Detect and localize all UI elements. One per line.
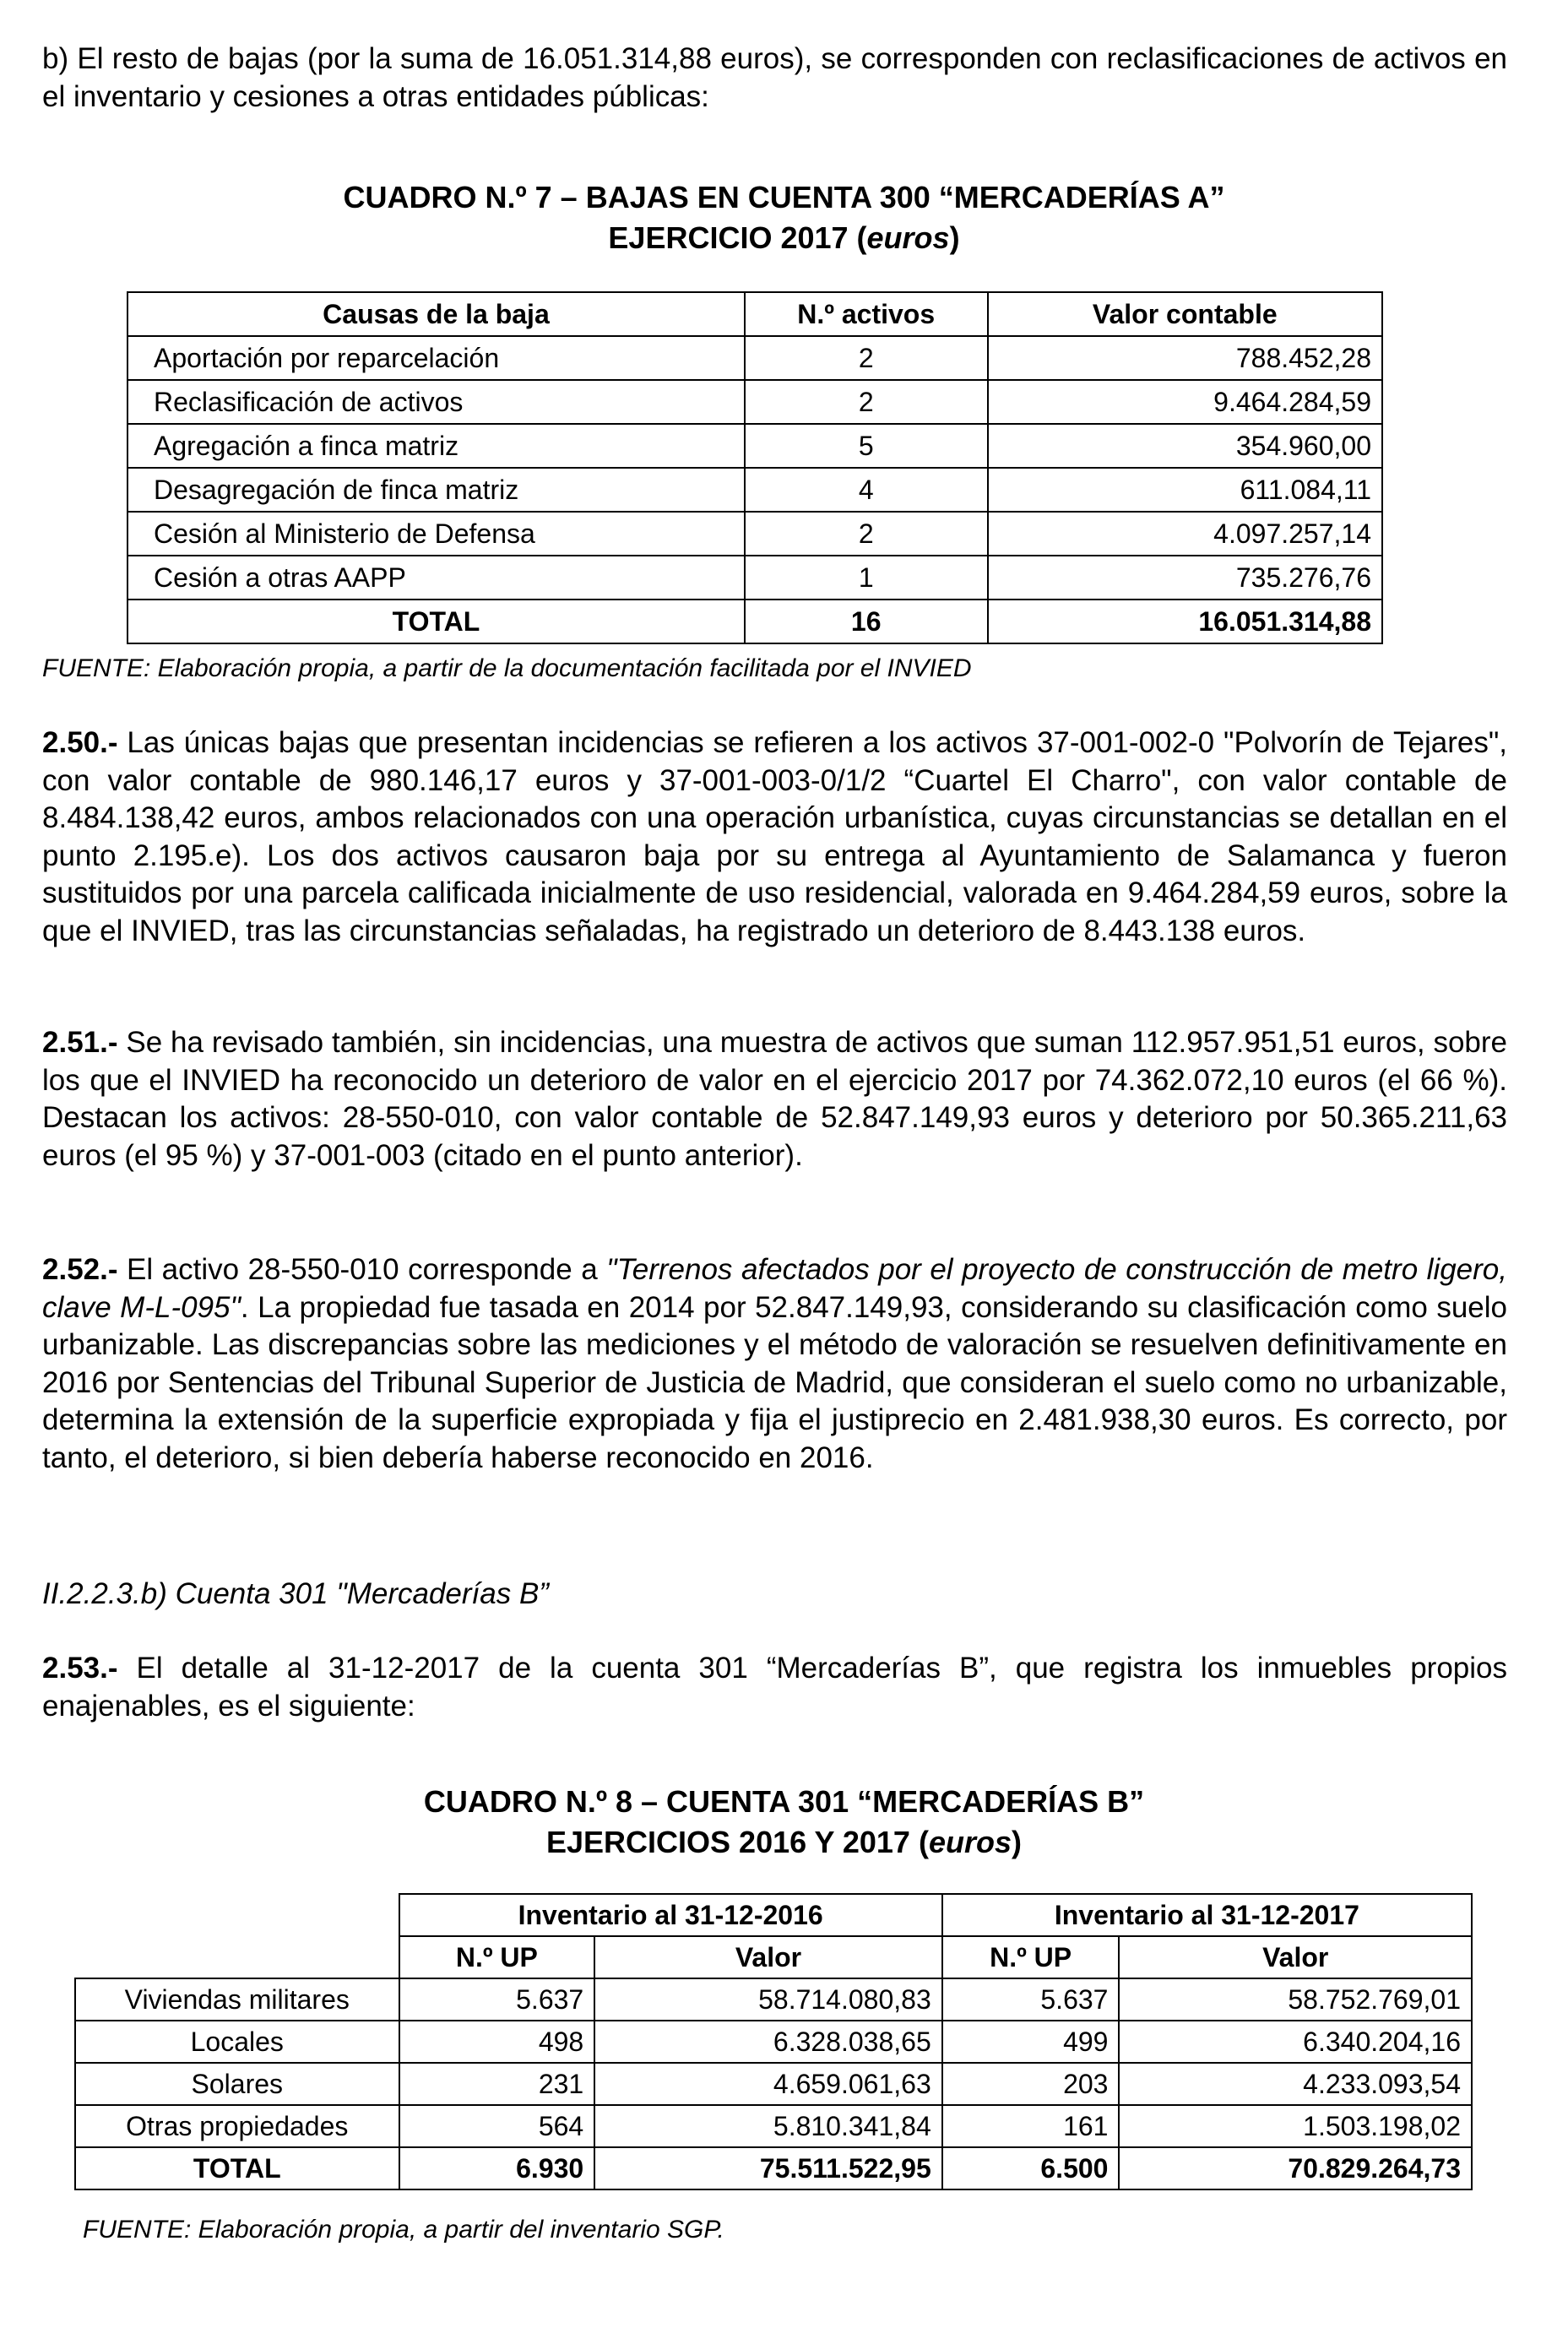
cell-up-2016: 564 [399, 2105, 595, 2147]
table-group-header-row [75, 1894, 1472, 1936]
cell-count: 4 [745, 468, 988, 512]
cell-up-2017: 499 [942, 2021, 1120, 2063]
blank-cell [75, 1894, 399, 1936]
section-heading: II.2.2.3.b) Cuenta 301 "Mercaderías B” [42, 1577, 549, 1610]
column-header: Causas de la baja [128, 292, 745, 336]
column-header: Valor contable [988, 292, 1382, 336]
cuadro8-title-line1: CUADRO N.º 8 – CUENTA 301 “MERCADERÍAS B” [423, 1784, 1145, 1819]
cell-count: 2 [745, 512, 988, 556]
cuadro7-title-line1: CUADRO N.º 7 – BAJAS EN CUENTA 300 “MERCADERÍAS A” [343, 180, 1225, 214]
paragraph-2-51: 2.51.- Se ha revisado también, sin incidencias, una muestra de activos que suman 112.957.951,51 euros, sobre los que el INVIED ha reconocido un deterioro de valor en el ejercicio 2017 por 74.362.072,10 euros (el 66 %). Destacan los activos: 28-550-010, con valor contable de 52.847.149,93 euros y deterioro por 50.365.211,63 euros (el 95 %) y 37-001-003 (citado en el punto anterior). [42, 1026, 1507, 1172]
column-header: Valor [1119, 1936, 1472, 1978]
cell-up-2016: 498 [399, 2021, 595, 2063]
paragraph-2-50: 2.50.- Las únicas bajas que presentan incidencias se refieren a los activos 37-001-002-0 "Polvorín de Tejares", con valor contable de 980.146,17 euros y 37-001-003-0/1/2 “Cuartel El Charro", con valor contable de 8.484.138,42 euros, ambos relacionados con una operación urbanística, cuyas circunstancias se detallan en el punto 2.195.e). Los dos activos causaron baja por su entrega al Ayuntamiento de Salamanca y fueron sustituidos por una parcela calificada inicialmente de uso residencial, valorada en 9.464.284,59 euros, sobre la que el INVIED, tras las circunstancias señaladas, ha registrado un deterioro de 8.443.138 euros. [42, 726, 1507, 947]
cell-value-2016: 4.659.061,63 [594, 2063, 942, 2105]
cuadro8-title-line2: EJERCICIOS 2016 Y 2017 (euros) [546, 1825, 1022, 1859]
group-header-2016: Inventario al 31-12-2016 [399, 1894, 942, 1936]
cuadro7-table [127, 291, 1383, 644]
cell-value: 9.464.284,59 [988, 380, 1382, 424]
cell-up-2016: 5.637 [399, 1978, 595, 2021]
table-total-row [128, 600, 1382, 643]
cell-count: 1 [745, 556, 988, 600]
cell-up-2017: 161 [942, 2105, 1120, 2147]
cell-total-value-2016: 75.511.522,95 [594, 2147, 942, 2189]
table-row [75, 2063, 1472, 2105]
cell-value-2017: 6.340.204,16 [1119, 2021, 1472, 2063]
table-row [128, 556, 1382, 600]
column-header: N.º UP [942, 1936, 1120, 1978]
cell-cause: Desagregación de finca matriz [128, 468, 745, 512]
column-header: N.º UP [399, 1936, 595, 1978]
cell-value-2017: 4.233.093,54 [1119, 2063, 1472, 2105]
cell-value: 611.084,11 [988, 468, 1382, 512]
intro-paragraph: b) El resto de bajas (por la suma de 16.051.314,88 euros), se corresponden con reclasificaciones de activos en el inventario y cesiones a otras entidades públicas: [42, 42, 1507, 113]
cell-category: Viviendas militares [75, 1978, 399, 2021]
cell-up-2017: 5.637 [942, 1978, 1120, 2021]
cell-cause: Aportación por reparcelación [128, 336, 745, 380]
cell-cause: Agregación a finca matriz [128, 424, 745, 468]
cell-up-2016: 231 [399, 2063, 595, 2105]
cell-category: Solares [75, 2063, 399, 2105]
cell-count: 5 [745, 424, 988, 468]
cuadro8-source: FUENTE: Elaboración propia, a partir del inventario SGP. [83, 2216, 724, 2244]
column-header: Valor [594, 1936, 942, 1978]
paragraph-2-53: 2.53.- El detalle al 31-12-2017 de la cuenta 301 “Mercaderías B”, que registra los inmuebles propios enajenables, es el siguiente: [42, 1652, 1507, 1723]
blank-cell [75, 1936, 399, 1978]
cell-up-2017: 203 [942, 2063, 1120, 2105]
cell-cause: Cesión a otras AAPP [128, 556, 745, 600]
cell-value-2017: 1.503.198,02 [1119, 2105, 1472, 2147]
cell-total-label: TOTAL [128, 600, 745, 643]
group-header-2017: Inventario al 31-12-2017 [942, 1894, 1472, 1936]
cell-value: 4.097.257,14 [988, 512, 1382, 556]
cell-count: 2 [745, 336, 988, 380]
cell-cause: Reclasificación de activos [128, 380, 745, 424]
cell-category: Otras propiedades [75, 2105, 399, 2147]
table-row [128, 336, 1382, 380]
cell-value-2016: 6.328.038,65 [594, 2021, 942, 2063]
table-header-row [128, 292, 1382, 336]
cell-category: Locales [75, 2021, 399, 2063]
table-row [75, 1978, 1472, 2021]
table-total-row [75, 2147, 1472, 2189]
cell-count: 2 [745, 380, 988, 424]
cell-value-2017: 58.752.769,01 [1119, 1978, 1472, 2021]
table-header-row [75, 1936, 1472, 1978]
table-row [128, 380, 1382, 424]
cuadro7-title-line2: EJERCICIO 2017 (euros) [608, 220, 960, 255]
cell-value: 735.276,76 [988, 556, 1382, 600]
paragraph-2-52: 2.52.- El activo 28-550-010 corresponde a "Terrenos afectados por el proyecto de construcción de metro ligero, clave M-L-095". La propiedad fue tasada en 2014 por 52.847.149,93, considerando su clasificación como suelo urbanizable. Las discrepancias sobre las mediciones y el método de valoración se resuelven definitivamente en 2016 por Sentencias del Tribunal Superior de Justicia de Madrid, que consideran el suelo como no urbanizable, determina la extensión de la superficie expropiada y fija el justiprecio en 2.481.938,30 euros. Es correcto, por tanto, el deterioro, si bien debería haberse reconocido en 2016. [42, 1253, 1507, 1474]
cell-value: 354.960,00 [988, 424, 1382, 468]
table-row [75, 2021, 1472, 2063]
cell-value-2016: 5.810.341,84 [594, 2105, 942, 2147]
cuadro7-source: FUENTE: Elaboración propia, a partir de la documentación facilitada por el INVIED [42, 654, 972, 682]
cell-cause: Cesión al Ministerio de Defensa [128, 512, 745, 556]
cell-total-up-2016: 6.930 [399, 2147, 595, 2189]
cell-value-2016: 58.714.080,83 [594, 1978, 942, 2021]
table-row [128, 512, 1382, 556]
column-header: N.º activos [745, 292, 988, 336]
cell-total-label: TOTAL [75, 2147, 399, 2189]
cell-total-up-2017: 6.500 [942, 2147, 1120, 2189]
table-row [128, 468, 1382, 512]
cell-total-value-2017: 70.829.264,73 [1119, 2147, 1472, 2189]
cell-total-value: 16.051.314,88 [988, 600, 1382, 643]
cuadro8-table [74, 1893, 1473, 2190]
cell-total-count: 16 [745, 600, 988, 643]
table-row [75, 2105, 1472, 2147]
cell-value: 788.452,28 [988, 336, 1382, 380]
table-row [128, 424, 1382, 468]
